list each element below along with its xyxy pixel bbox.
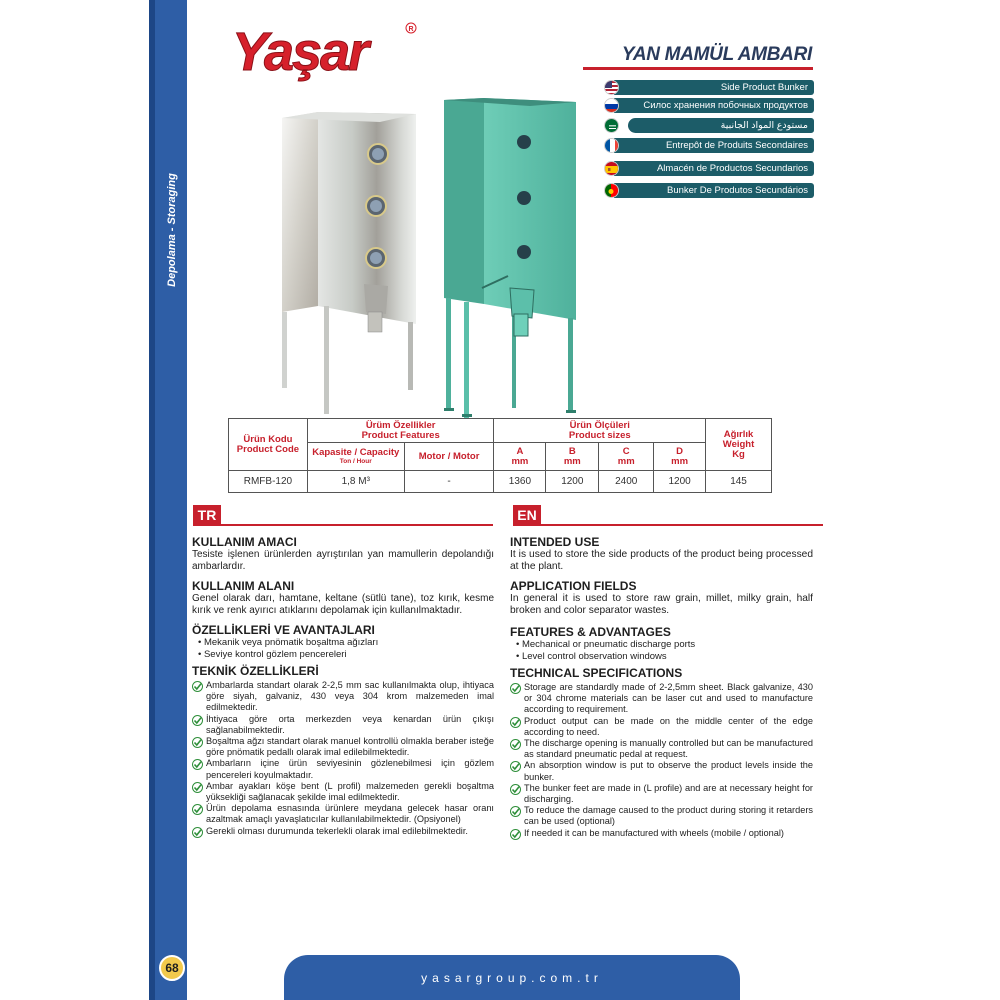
cell-d: 1200 <box>654 471 706 493</box>
language-label: Bunker De Produtos Secundários <box>614 183 814 198</box>
en-column <box>510 532 813 839</box>
page-title: YAN MAMÜL AMBARI <box>621 44 812 65</box>
header-b: B mm <box>546 443 599 471</box>
check-icon <box>510 683 521 694</box>
cell-capacity: 1,8 M³ <box>307 471 404 493</box>
list-item: Ambar ayakları köşe bent (L profil) malzemeden gerekli boşaltma yüksekliği sağlanacak şekilde imal edilmektedir. <box>192 781 494 803</box>
check-icon <box>510 739 521 750</box>
table-row <box>229 471 772 493</box>
language-row-sa <box>604 118 814 133</box>
yasar-logo <box>228 14 428 84</box>
list-item: The discharge opening is manually controlled but can be manufactured as standard pneumatic pedal at request. <box>510 738 813 760</box>
footer-bar <box>284 955 740 1000</box>
list-item: Gerekli olması durumunda tekerlekli olarak imal edilebilmektedir. <box>192 826 494 837</box>
check-icon <box>510 784 521 795</box>
list-item: Product output can be made on the middle center of the edge according to need. <box>510 716 813 738</box>
header-product-features: Ürüm Özellikler Product Features <box>307 419 494 443</box>
language-row-pt <box>604 183 814 198</box>
cell-c: 2400 <box>599 471 654 493</box>
list-item: • Level control observation windows <box>516 651 813 663</box>
tr-tech-heading: TEKNİK ÖZELLİKLERİ <box>192 664 319 678</box>
en-features-heading: FEATURES & ADVANTAGES <box>510 625 671 639</box>
cell-a: 1360 <box>494 471 546 493</box>
header-d: D mm <box>654 443 706 471</box>
check-icon <box>192 827 203 838</box>
en-usage-purpose-heading: INTENDED USE <box>510 535 600 549</box>
check-icon <box>192 715 203 726</box>
en-section-rule <box>513 524 823 526</box>
en-section-tag: EN <box>513 505 541 524</box>
tr-tech-list <box>192 680 494 837</box>
list-item: An absorption window is put to observe the product levels inside the bunker. <box>510 760 813 782</box>
list-item: Ambarlarda standart olarak 2-2,5 mm sac kullanılmakta olup, ihtiyaca göre siyah, galvaniz, 430 veya 304 krom malzemeden imal edilmektedir. <box>192 680 494 714</box>
header-c: C mm <box>599 443 654 471</box>
en-features-list <box>516 639 813 663</box>
product-photos <box>268 92 618 418</box>
side-category-text: Depolama - Storaging <box>166 173 178 287</box>
side-category-label <box>152 130 192 330</box>
list-item: The bunker feet are made in (L profile) and are at necessary height for discharging. <box>510 783 813 805</box>
tr-usage-purpose-heading: KULLANIM AMACI <box>192 535 297 549</box>
list-item: İhtiyaca göre orta merkezden veya kenardan ürün çıkışı sağlanabilmektedir. <box>192 714 494 736</box>
header-a: A mm <box>494 443 546 471</box>
en-usage-purpose-text: It is used to store the side products of the product being processed at the plant. <box>510 549 813 572</box>
tr-features-list <box>198 637 494 661</box>
tr-section-tag: TR <box>193 505 221 524</box>
en-tech-list <box>510 682 813 839</box>
spec-table <box>228 418 772 493</box>
language-row-es <box>604 161 814 176</box>
language-row-us <box>604 80 814 95</box>
registered-mark: R <box>408 26 414 33</box>
header-product-sizes: Ürün Ölçüleri Product sizes <box>494 419 706 443</box>
cell-motor: - <box>404 471 494 493</box>
list-item: Storage are standardly made of 2-2,5mm sheet. Black galvanize, 430 or 304 chrome materials can be laser cut and used to manufacture according to requirement. <box>510 682 813 716</box>
language-label: Side Product Bunker <box>614 80 814 95</box>
check-icon <box>510 806 521 817</box>
check-icon <box>192 804 203 815</box>
en-usage-area-text: In general it is used to store raw grain, millet, milky grain, half broken and color separator wastes. <box>510 593 813 616</box>
list-item: Ambarların içine ürün seviyesinin gözlenebilmesi için gözlem pencereleri koyulmaktadır. <box>192 758 494 780</box>
check-icon <box>192 681 203 692</box>
language-label: Entrepôt de Produits Secondaires <box>614 138 814 153</box>
language-label: Almacén de Productos Secundarios <box>614 161 814 176</box>
en-tech-heading: TECHNICAL SPECIFICATIONS <box>510 666 683 680</box>
list-item: Boşaltma ağzı standart olarak manuel kontrollü olmakla beraber isteğe göre pnömatik pedallı olarak imal edilebilmektedir. <box>192 736 494 758</box>
footer-url[interactable]: yasargroup.com.tr <box>421 970 603 985</box>
header-weight: Ağırlık Weight Kg <box>706 419 772 471</box>
page-number: 68 <box>159 955 185 981</box>
list-item: • Mechanical or pneumatic discharge ports <box>516 639 813 651</box>
tr-column <box>192 532 494 837</box>
language-label: Силос хранения побочных продуктов <box>614 98 814 113</box>
header-motor: Motor / Motor <box>404 443 494 471</box>
en-usage-area-heading: APPLICATION FIELDS <box>510 579 637 593</box>
tr-section-rule <box>193 524 493 526</box>
list-item: To reduce the damage caused to the product during storing it retarders can be used (optional) <box>510 805 813 827</box>
check-icon <box>510 761 521 772</box>
teal-bunker-photo <box>444 98 576 418</box>
language-row-fr <box>604 138 814 153</box>
tr-usage-area-heading: KULLANIM ALANI <box>192 579 295 593</box>
stainless-bunker-photo <box>282 112 416 414</box>
cell-b: 1200 <box>546 471 599 493</box>
cell-code: RMFB-120 <box>229 471 308 493</box>
list-item: • Seviye kontrol gözlem pencereleri <box>198 649 494 661</box>
list-item: If needed it can be manufactured with wheels (mobile / optional) <box>510 828 813 839</box>
tr-usage-purpose-text: Tesiste işlenen ürünlerden ayrıştırılan yan mamullerin depolandığı ambarlardır. <box>192 549 494 572</box>
language-label: مستودع المواد الجانبية <box>628 118 814 133</box>
tr-usage-area-text: Genel olarak darı, hamtane, keltane (sütlü tane), toz kırık, kesme kırık ve renk ayırıcı atıklarını depolamak için kullanılmaktadır. <box>192 593 494 616</box>
check-icon <box>192 737 203 748</box>
list-item: • Mekanik veya pnömatik boşaltma ağızları <box>198 637 494 649</box>
check-icon <box>192 782 203 793</box>
check-icon <box>510 717 521 728</box>
header-product-code: Ürün Kodu Product Code <box>229 419 308 471</box>
header-capacity: Kapasite / Capacity Ton / Hour <box>307 443 404 471</box>
check-icon <box>510 829 521 840</box>
check-icon <box>192 759 203 770</box>
tr-features-heading: ÖZELLİKLERİ VE AVANTAJLARI <box>192 623 375 637</box>
title-underline <box>583 67 813 70</box>
language-row-ru <box>604 98 814 113</box>
cell-weight: 145 <box>706 471 772 493</box>
logo-text: Yaşar <box>232 22 368 82</box>
list-item: Ürün depolama esnasında ürünlere meydana gelecek hasar oranı azaltmak amaçlı yavaşlatıcılar kullanılabilmektedir. (Opsiyonel) <box>192 803 494 825</box>
